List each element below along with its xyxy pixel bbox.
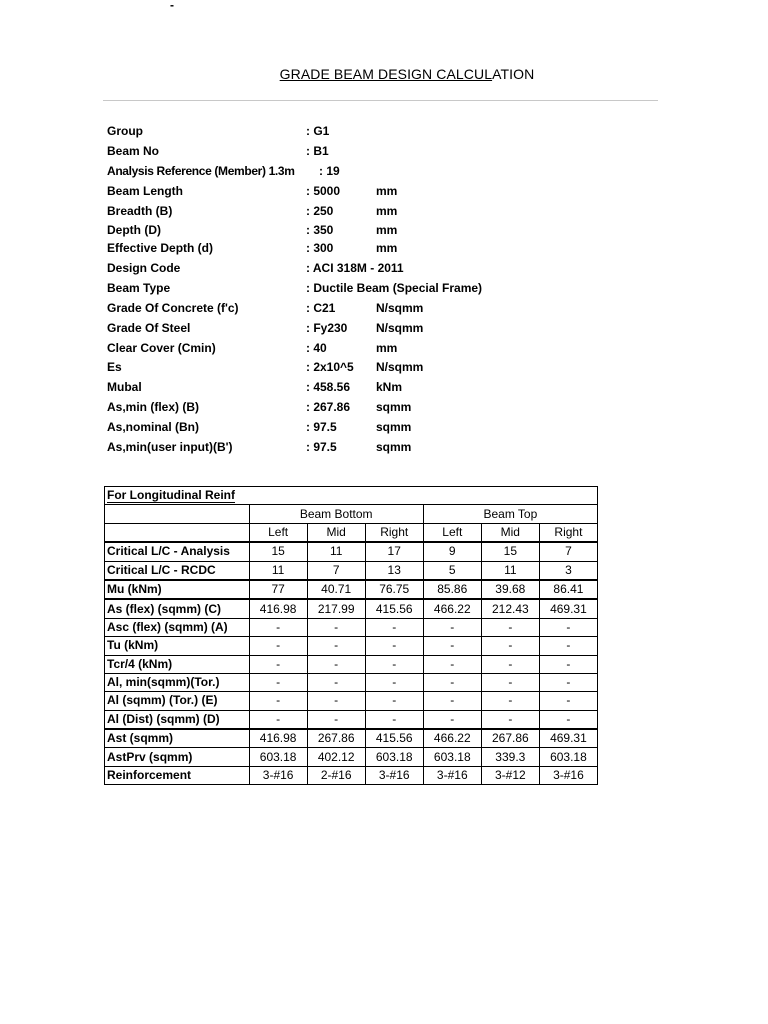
table-cell: 11 (307, 542, 365, 561)
table-caption-row (105, 487, 598, 505)
row-label: Tu (kNm) (105, 637, 250, 655)
table-cell: - (307, 673, 365, 691)
property-label: Es (107, 360, 122, 375)
table-cell: - (249, 692, 307, 710)
longitudinal-reinf-table (104, 486, 598, 785)
property-unit: N/sqmm (376, 360, 424, 375)
table-cell: 339.3 (481, 748, 539, 766)
property-value: : 97.5 (306, 420, 337, 435)
column-header-right: Right (365, 523, 423, 542)
table-cell: 466.22 (423, 599, 481, 618)
table-cell: 13 (365, 561, 423, 580)
group-beam-bottom: Beam Bottom (249, 505, 423, 523)
table-cell: 86.41 (539, 580, 597, 599)
table-cell: - (423, 673, 481, 691)
table-row (105, 542, 598, 561)
table-row (105, 673, 598, 691)
table-cell: - (481, 673, 539, 691)
table-cell: - (249, 673, 307, 691)
table-cell: 416.98 (249, 599, 307, 618)
property-label: As,min(user input)(B') (107, 439, 233, 454)
table-cell: 76.75 (365, 580, 423, 599)
table-cell: - (423, 655, 481, 673)
title-underlined-part: GRADE BEAM DESIGN CALCUL (279, 66, 493, 82)
table-row (105, 748, 598, 766)
table-cell: - (249, 637, 307, 655)
property-value: : B1 (306, 143, 329, 158)
table-cell: 77 (249, 580, 307, 599)
table-cell: 3 (539, 561, 597, 580)
table-cell: - (365, 655, 423, 673)
table-cell: - (539, 710, 597, 729)
table-cell: 5 (423, 561, 481, 580)
table-cell: 466.22 (423, 729, 481, 748)
table-cell: - (481, 637, 539, 655)
table-cell: - (481, 618, 539, 636)
table-cell: - (481, 710, 539, 729)
table-cell: 416.98 (249, 729, 307, 748)
table-cell: 415.56 (365, 599, 423, 618)
table-cell: - (365, 637, 423, 655)
property-label: Beam Type (107, 280, 171, 295)
table-cell: 39.68 (481, 580, 539, 599)
table-row (105, 710, 598, 729)
table-cell: 40.71 (307, 580, 365, 599)
table-cell: 212.43 (481, 599, 539, 618)
table-cell: - (539, 655, 597, 673)
row-label: Al (Dist) (sqmm) (D) (105, 710, 250, 729)
table-row (105, 655, 598, 673)
table-cell: - (481, 692, 539, 710)
property-value: : 350 (306, 223, 334, 238)
property-label: As,min (flex) (B) (107, 400, 200, 415)
table-cell: - (307, 655, 365, 673)
table-cell: - (307, 692, 365, 710)
table-cell: 469.31 (539, 729, 597, 748)
table-cell: 402.12 (307, 748, 365, 766)
table-cell: 9 (423, 542, 481, 561)
property-unit: N/sqmm (376, 300, 424, 315)
property-label: Breadth (B) (107, 203, 173, 218)
row-label: Ast (sqmm) (105, 729, 250, 748)
header-divider (103, 100, 658, 101)
property-label: Clear Cover (Cmin) (107, 340, 216, 355)
row-label: Asc (flex) (sqmm) (A) (105, 618, 250, 636)
row-label: Al (sqmm) (Tor.) (E) (105, 692, 250, 710)
column-header-right: Right (539, 523, 597, 542)
table-row (105, 561, 598, 580)
table-cell: - (307, 710, 365, 729)
table-cell: 469.31 (539, 599, 597, 618)
property-unit: mm (376, 241, 398, 256)
table-cell: 2-#16 (307, 766, 365, 784)
table-cell: 603.18 (423, 748, 481, 766)
table-column-header-row (105, 523, 598, 542)
table-cell: - (539, 618, 597, 636)
property-value: : Fy230 (306, 320, 348, 335)
page-title (0, 66, 768, 82)
property-label: Beam Length (107, 183, 184, 198)
table-cell: - (539, 692, 597, 710)
column-header-mid: Mid (481, 523, 539, 542)
column-header-mid: Mid (307, 523, 365, 542)
table-cell: - (365, 673, 423, 691)
property-value: : 97.5 (306, 439, 337, 454)
table-cell: 3-#16 (365, 766, 423, 784)
row-label: Tcr/4 (kNm) (105, 655, 250, 673)
property-label: Mubal (107, 380, 142, 395)
table-cell: - (365, 618, 423, 636)
property-label: Analysis Reference (Member) 1.3m (107, 163, 295, 178)
table-row (105, 580, 598, 599)
property-value: : 300 (306, 241, 334, 256)
property-unit: sqmm (376, 420, 412, 435)
table-cell: 3-#16 (423, 766, 481, 784)
row-label: Mu (kNm) (105, 580, 250, 599)
column-header-left: Left (423, 523, 481, 542)
property-value: : 40 (306, 340, 327, 355)
table-cell: - (249, 618, 307, 636)
table-cell: - (249, 655, 307, 673)
table-cell: - (249, 710, 307, 729)
table-cell: - (481, 655, 539, 673)
table-cell: - (539, 673, 597, 691)
row-label: Critical L/C - RCDC (105, 561, 250, 580)
table-cell: 85.86 (423, 580, 481, 599)
table-row (105, 618, 598, 636)
table-caption-text: For Longitudinal Reinf (107, 488, 235, 503)
property-unit: sqmm (376, 439, 412, 454)
table-cell: - (307, 637, 365, 655)
table-cell: 15 (249, 542, 307, 561)
property-value: : ACI 318M - 2011 (306, 260, 404, 275)
property-unit: kNm (376, 380, 403, 395)
table-cell: - (365, 692, 423, 710)
table-cell: - (423, 618, 481, 636)
group-beam-top: Beam Top (423, 505, 597, 523)
table-cell: 3-#16 (539, 766, 597, 784)
property-label: Depth (D) (107, 223, 161, 238)
property-value: : 19 (319, 163, 340, 178)
row-label: Critical L/C - Analysis (105, 542, 250, 561)
table-group-row (105, 505, 598, 523)
row-label: As (flex) (sqmm) (C) (105, 599, 250, 618)
property-unit: N/sqmm (376, 320, 424, 335)
title-rest-part: ATION (492, 66, 535, 82)
group-blank-cell (105, 505, 250, 523)
table-cell: 3-#16 (249, 766, 307, 784)
property-unit: mm (376, 203, 398, 218)
property-value: : 267.86 (306, 400, 351, 415)
property-value: : 5000 (306, 183, 341, 198)
table-cell: - (423, 692, 481, 710)
table-cell: 3-#12 (481, 766, 539, 784)
table-caption (105, 487, 598, 505)
table-row (105, 729, 598, 748)
table-cell: 603.18 (249, 748, 307, 766)
table-cell: 267.86 (481, 729, 539, 748)
row-label: AstPrv (sqmm) (105, 748, 250, 766)
table-cell: - (423, 637, 481, 655)
property-label: Design Code (107, 260, 181, 275)
table-row (105, 637, 598, 655)
table-cell: 11 (249, 561, 307, 580)
table-cell: - (365, 710, 423, 729)
table-cell: 17 (365, 542, 423, 561)
property-label: Beam No (107, 143, 160, 158)
table-cell: 7 (539, 542, 597, 561)
table-row (105, 766, 598, 784)
table-row (105, 599, 598, 618)
property-value: : 458.56 (306, 380, 351, 395)
property-unit: mm (376, 223, 398, 238)
property-unit: mm (376, 340, 398, 355)
table-cell: 217.99 (307, 599, 365, 618)
table-cell: - (539, 637, 597, 655)
table-cell: 15 (481, 542, 539, 561)
table-row (105, 692, 598, 710)
property-label: Effective Depth (d) (107, 241, 214, 256)
property-value: : Ductile Beam (Special Frame) (306, 280, 483, 295)
property-value: : 2x10^5 (306, 360, 354, 375)
table-cell: 415.56 (365, 729, 423, 748)
property-value: : 250 (306, 203, 334, 218)
row-label: Al, min(sqmm)(Tor.) (105, 673, 250, 691)
property-label: Grade Of Concrete (f'c) (107, 300, 239, 315)
table-cell: 7 (307, 561, 365, 580)
table-cell: 603.18 (539, 748, 597, 766)
property-label: Grade Of Steel (107, 320, 191, 335)
row-label: Reinforcement (105, 766, 250, 784)
table-cell: 603.18 (365, 748, 423, 766)
table-cell: - (307, 618, 365, 636)
table-cell: - (423, 710, 481, 729)
property-value: : G1 (306, 124, 330, 138)
column-header-blank (105, 523, 250, 542)
property-unit: mm (376, 183, 398, 198)
property-label: Group (107, 124, 143, 138)
column-header-left: Left (249, 523, 307, 542)
table-cell: 267.86 (307, 729, 365, 748)
table-cell: 11 (481, 561, 539, 580)
property-unit: sqmm (376, 400, 412, 415)
property-value: : C21 (306, 300, 336, 315)
property-label: As,nominal (Bn) (107, 420, 199, 435)
header-dash: - (170, 0, 174, 12)
